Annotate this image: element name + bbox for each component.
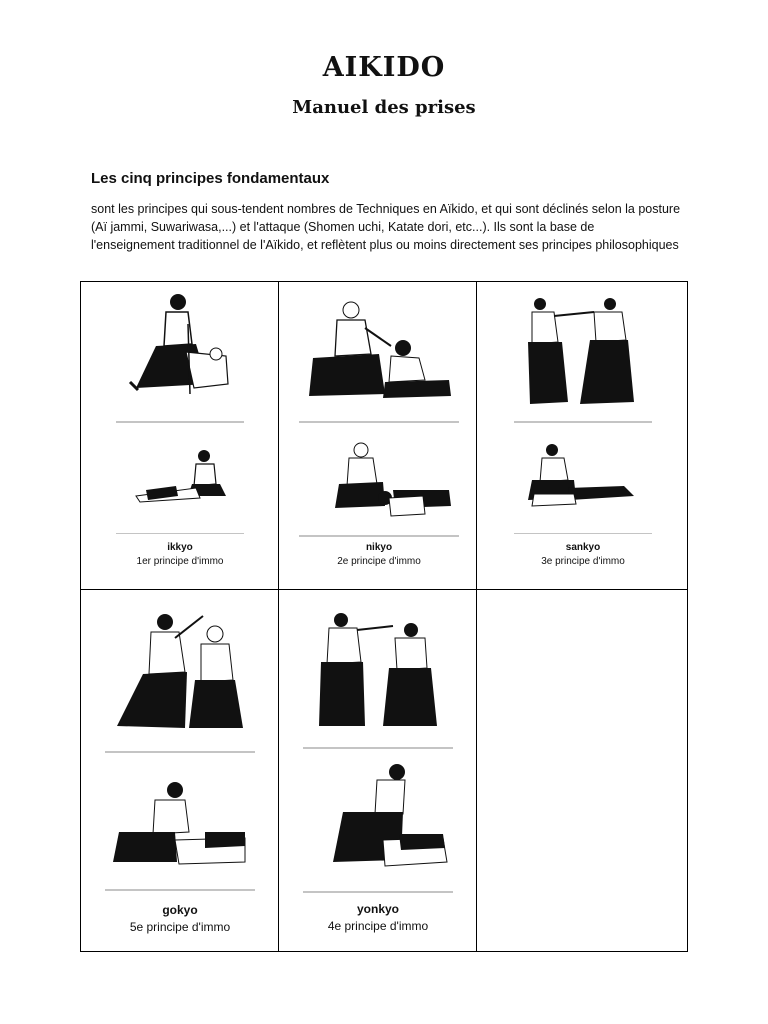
section-heading: Les cinq principes fondamentaux: [91, 170, 330, 187]
yonkyo-illustration: [303, 600, 453, 900]
sankyo-illustration: [514, 284, 652, 534]
technique-description: 2e principe d'immo: [337, 556, 421, 567]
technique-description: 5e principe d'immo: [129, 920, 231, 934]
technique-card-nikyo: [299, 284, 459, 574]
table-divider: [278, 589, 279, 951]
technique-name: gokyo: [162, 903, 198, 917]
technique-description: 3e principe d'immo: [541, 556, 625, 567]
technique-name: sankyo: [565, 542, 601, 553]
technique-description: 4e principe d'immo: [327, 919, 429, 933]
table-divider: [476, 589, 477, 951]
table-divider: [81, 589, 687, 590]
techniques-table: [80, 281, 688, 952]
technique-card-yonkyo: [303, 600, 453, 952]
intro-paragraph: sont les principes qui sous-tendent nombres de Techniques en Aïkido, et qui sont déclinés selon la posture (Aï jammi, Suwariwasa,...) et l'attaque (Shomen uchi, Katate dori, etc...). Ils sont la base de l'enseignement traditionnel de l'Aïkido, et reflètent plus ou moins directement ses principes philosophiques: [91, 202, 681, 252]
technique-card-ikkyo: [116, 284, 244, 574]
technique-description: 1er principe d'immo: [136, 556, 224, 567]
page-title: AIKIDO: [322, 52, 446, 83]
gokyo-illustration: [105, 600, 255, 900]
technique-name: yonkyo: [356, 902, 399, 916]
technique-name: ikkyo: [167, 542, 193, 553]
table-divider: [476, 282, 477, 589]
ikkyo-illustration: [116, 284, 244, 534]
technique-card-gokyo: [105, 600, 255, 945]
table-divider: [278, 282, 279, 589]
nikyo-illustration: [299, 284, 459, 554]
technique-name: nikyo: [365, 542, 393, 553]
technique-card-sankyo: [514, 284, 652, 574]
page-subtitle: Manuel des prises: [292, 97, 476, 118]
